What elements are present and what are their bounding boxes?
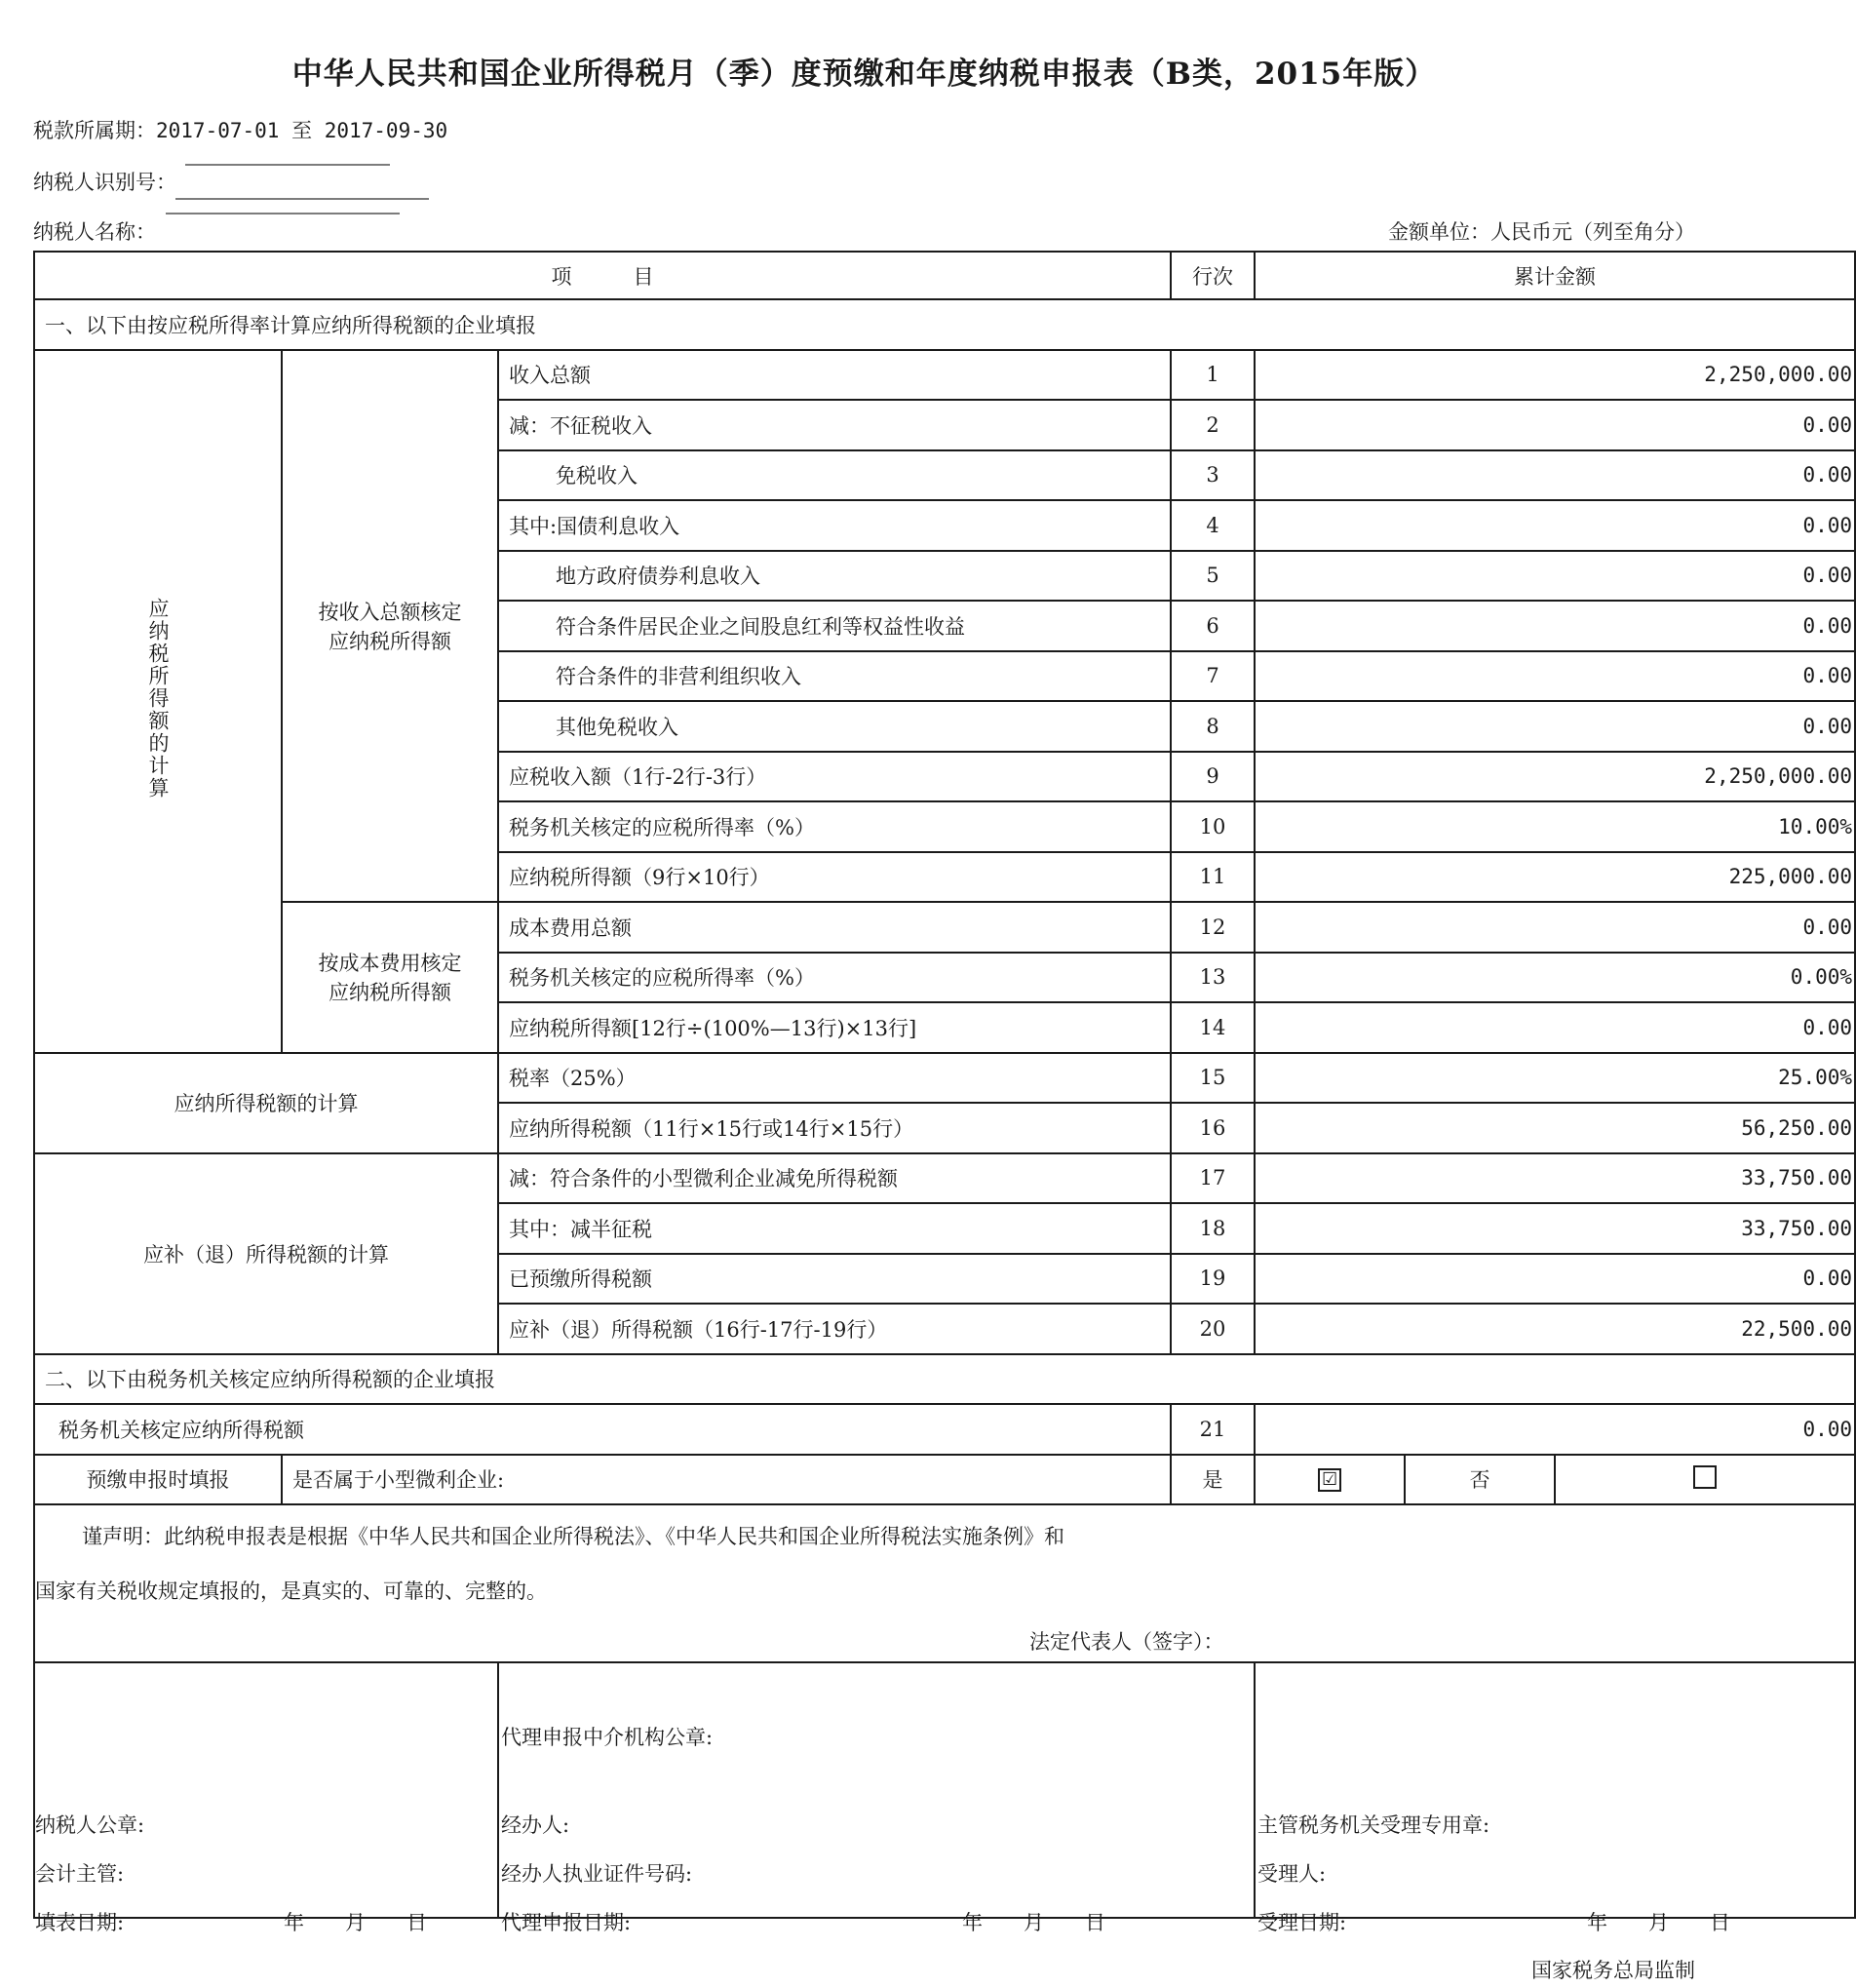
receive-date-label: 受理日期: [1257, 1911, 1347, 1934]
row-line: 8 [1171, 701, 1255, 752]
form-title: 中华人民共和国企业所得税月（季）度预缴和年度纳税申报表（B类，2015年版） [291, 57, 1437, 92]
row-line: 7 [1171, 651, 1255, 702]
table-header-row [34, 252, 1855, 299]
row-line: 4 [1171, 500, 1255, 551]
section-two-title: 二、以下由税务机关核定应纳所得税额的企业填报 [34, 1354, 1855, 1405]
row-amount: 10.00% [1255, 801, 1855, 852]
agency-seal-label: 代理申报中介机构公章: [501, 1726, 714, 1749]
section-one-title: 一、以下由按应税所得率计算应纳所得税额的企业填报 [34, 299, 1855, 350]
row-label: 符合条件的非营利组织收入 [498, 651, 1171, 702]
handler-cert-label: 经办人执业证件号码: [501, 1862, 693, 1886]
supervisor-footer: 国家税务总局监制 [1531, 1959, 1695, 1982]
table-row [34, 902, 1855, 953]
row-amount: 0.00 [1255, 902, 1855, 953]
prepay-label: 预缴申报时填报 [34, 1455, 282, 1505]
row-amount: 0.00 [1255, 400, 1855, 450]
row-label: 收入总额 [498, 350, 1171, 401]
checked-box-icon: ☑ [1318, 1468, 1341, 1492]
amount-unit: 金额单位：人民币元（列至角分） [1388, 220, 1695, 244]
fill-date-label: 填表日期: [35, 1911, 125, 1934]
agency-sign-cell [498, 1662, 1255, 1934]
row-amount: 0.00 [1255, 601, 1855, 651]
receiver-label: 受理人: [1257, 1862, 1327, 1886]
row-amount: 0.00 [1255, 500, 1855, 551]
group-by-cost: 按成本费用核定应纳税所得额 [282, 902, 498, 1053]
table-row [34, 1153, 1855, 1204]
fill-date-ymd: 年 月 日 [284, 1911, 427, 1934]
redacted-id-mark [185, 164, 390, 166]
col-header-item: 项 目 [34, 252, 1171, 299]
row-line: 17 [1171, 1153, 1255, 1204]
row-amount: 25.00% [1255, 1053, 1855, 1104]
row-label: 税务机关核定的应税所得率（%） [498, 801, 1171, 852]
row-label: 税务机关核定的应税所得率（%） [498, 953, 1171, 1003]
row-line: 15 [1171, 1053, 1255, 1104]
row-amount: 2,250,000.00 [1255, 350, 1855, 401]
row-line: 5 [1171, 551, 1255, 602]
taxpayer-name [33, 216, 156, 246]
no-checkbox[interactable] [1555, 1455, 1855, 1505]
no-label: 否 [1405, 1455, 1555, 1505]
row-amount: 0.00 [1255, 1254, 1855, 1305]
tax-period-value: 2017-07-01 至 2017-09-30 [156, 119, 448, 142]
row-label: 其中：减半征税 [498, 1203, 1171, 1254]
yes-label: 是 [1171, 1455, 1255, 1505]
row-amount: 0.00 [1255, 450, 1855, 501]
authority-seal-label: 主管税务机关受理专用章: [1257, 1813, 1490, 1837]
row-label: 地方政府债券利息收入 [498, 551, 1171, 602]
row-amount: 0.00 [1255, 1002, 1855, 1053]
row-line: 12 [1171, 902, 1255, 953]
taxpayer-id-label: 纳税人识别号： [33, 171, 176, 194]
row-line: 11 [1171, 852, 1255, 903]
tax-period [33, 115, 447, 144]
row-label: 减：符合条件的小型微利企业减免所得税额 [498, 1153, 1171, 1204]
row-label: 其他免税收入 [498, 701, 1171, 752]
row-label: 应税收入额（1行-2行-3行） [498, 752, 1171, 802]
agency-date-ymd: 年 月 日 [962, 1911, 1105, 1934]
prepay-row [34, 1455, 1855, 1505]
row-line: 21 [1171, 1404, 1255, 1455]
row-line: 3 [1171, 450, 1255, 501]
row-label: 应纳税所得额（9行×10行） [498, 852, 1171, 903]
row-line: 14 [1171, 1002, 1255, 1053]
row-label: 应纳税所得额[12行÷(100%—13行)×13行] [498, 1002, 1171, 1053]
row-amount: 0.00 [1255, 1404, 1855, 1455]
group-tax-payable-calc: 应纳所得税额的计算 [34, 1053, 498, 1153]
row-line: 6 [1171, 601, 1255, 651]
table-row [34, 1053, 1855, 1104]
section-two-row [34, 1354, 1855, 1405]
group-refund-calc: 应补（退）所得税额的计算 [34, 1153, 498, 1354]
group-taxable-income-calc: 应纳税所得额的计算 [34, 350, 282, 1053]
empty-box-icon [1693, 1465, 1717, 1489]
taxpayer-sign-cell [34, 1662, 498, 1934]
row-amount: 0.00 [1255, 651, 1855, 702]
row-line: 10 [1171, 801, 1255, 852]
row-label: 应纳所得税额（11行×15行或14行×15行） [498, 1103, 1171, 1153]
tax-period-label: 税款所属期： [33, 119, 156, 142]
agency-date-label: 代理申报日期: [501, 1911, 632, 1934]
table-row [34, 350, 1855, 401]
small-enterprise-question: 是否属于小型微利企业: [282, 1455, 1171, 1505]
row-amount: 33,750.00 [1255, 1203, 1855, 1254]
row-amount: 0.00% [1255, 953, 1855, 1003]
row-label: 成本费用总额 [498, 902, 1171, 953]
authority-sign-cell [1255, 1662, 1855, 1934]
row-amount: 0.00 [1255, 701, 1855, 752]
row-amount: 0.00 [1255, 551, 1855, 602]
row-line: 16 [1171, 1103, 1255, 1153]
redacted-id-mark-2 [175, 198, 429, 200]
row-line: 18 [1171, 1203, 1255, 1254]
row-amount: 2,250,000.00 [1255, 752, 1855, 802]
col-header-amount: 累计金额 [1255, 252, 1855, 299]
row-amount: 225,000.00 [1255, 852, 1855, 903]
taxpayer-id [33, 167, 176, 196]
taxpayer-name-label: 纳税人名称： [33, 220, 156, 244]
row-amount: 33,750.00 [1255, 1153, 1855, 1204]
group-by-revenue: 按收入总额核定应纳税所得额 [282, 350, 498, 903]
table-row [34, 1404, 1855, 1455]
signature-row [34, 1662, 1855, 1918]
receive-date-ymd: 年 月 日 [1587, 1911, 1731, 1934]
row-line: 13 [1171, 953, 1255, 1003]
row-label: 应补（退）所得税额（16行-17行-19行） [498, 1304, 1171, 1354]
row-label: 其中:国债利息收入 [498, 500, 1171, 551]
handler-label: 经办人: [501, 1813, 570, 1837]
yes-checkbox[interactable] [1255, 1455, 1405, 1505]
declaration-line-1: 谨声明：此纳税申报表是根据《中华人民共和国企业所得税法》、《中华人民共和国企业所得税法实施条例》和 [82, 1525, 1064, 1548]
row-line: 20 [1171, 1304, 1255, 1354]
row-label: 免税收入 [498, 450, 1171, 501]
col-header-line: 行次 [1171, 252, 1255, 299]
row-amount: 56,250.00 [1255, 1103, 1855, 1153]
accountant-label: 会计主管: [35, 1862, 125, 1886]
row-line: 2 [1171, 400, 1255, 450]
row-label: 税务机关核定应纳所得税额 [34, 1404, 1171, 1455]
row-line: 9 [1171, 752, 1255, 802]
row-label: 已预缴所得税额 [498, 1254, 1171, 1305]
row-line: 1 [1171, 350, 1255, 401]
row-line: 19 [1171, 1254, 1255, 1305]
taxpayer-seal-label: 纳税人公章: [35, 1813, 145, 1837]
redacted-name-mark [166, 213, 400, 214]
section-one-row [34, 299, 1855, 350]
declaration-table [33, 251, 1856, 1934]
row-label: 税率（25%） [498, 1053, 1171, 1104]
legal-rep-signature-label: 法定代表人（签字）： [1029, 1630, 1224, 1654]
row-amount: 22,500.00 [1255, 1304, 1855, 1354]
row-label: 符合条件居民企业之间股息红利等权益性收益 [498, 601, 1171, 651]
declaration-row [34, 1504, 1855, 1662]
row-label: 减：不征税收入 [498, 400, 1171, 450]
declaration-cell [34, 1504, 1855, 1662]
declaration-line-2: 国家有关税收规定填报的，是真实的、可靠的、完整的。 [35, 1579, 547, 1603]
